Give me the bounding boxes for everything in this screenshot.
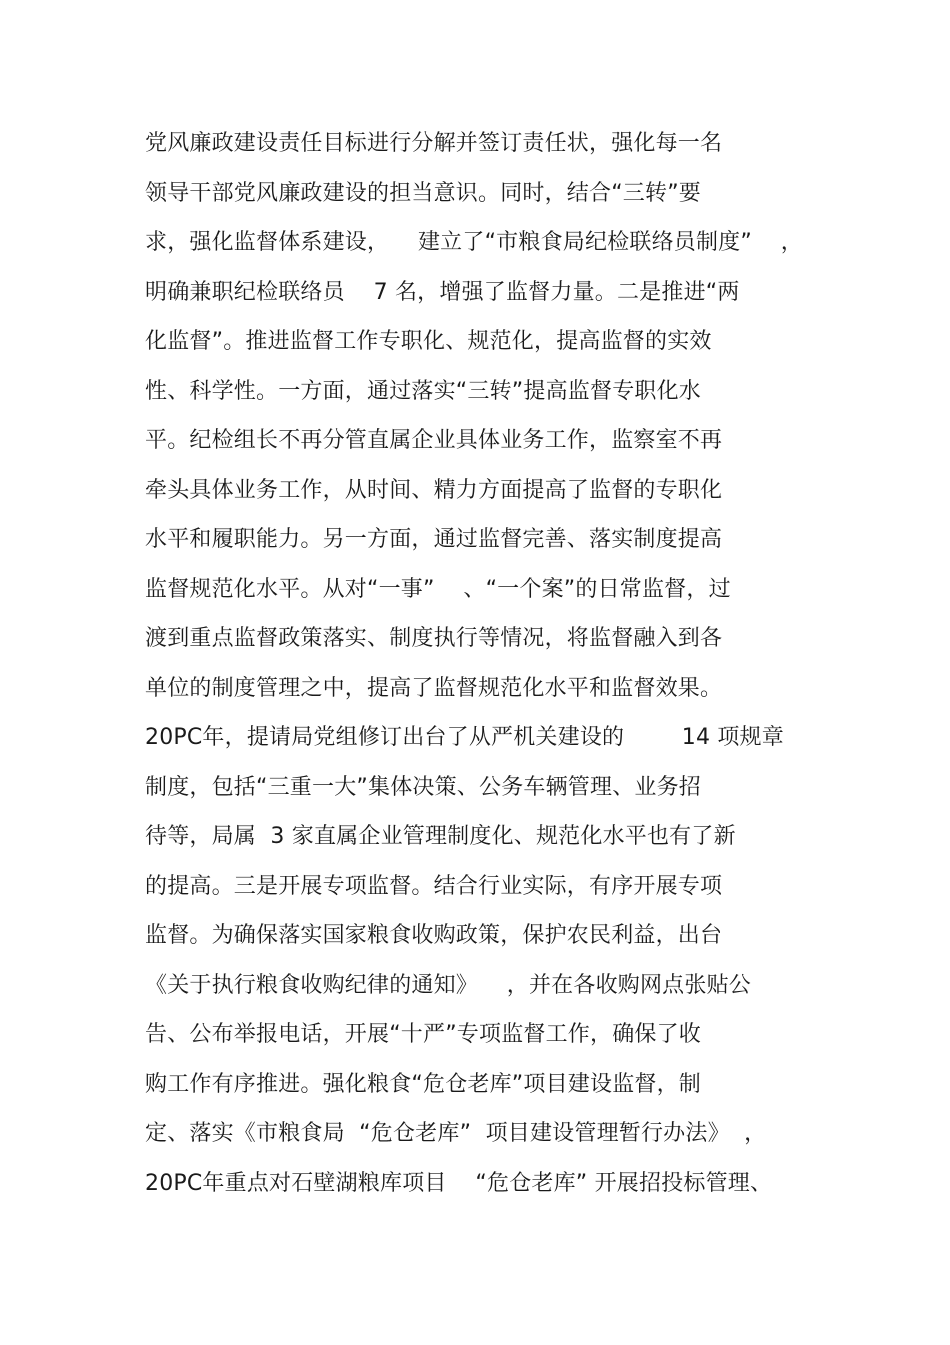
text-line: 的提高。三是开展专项监督。结合行业实际，有序开展专项: [145, 873, 723, 899]
text-line: 明确兼职纪检联络员 7 名，增强了监督力量。二是推进“两: [145, 279, 740, 305]
body-text: [145, 119, 845, 1208]
text-line: 《关于执行粮食收购纪律的通知》 ，并在各收购网点张贴公: [145, 972, 751, 998]
text-line: 制度，包括“三重一大”集体决策、公务车辆管理、业务招: [145, 774, 701, 800]
text-line: 待等，局属 3 家直属企业管理制度化、规范化水平也有了新: [145, 824, 736, 849]
text-line: 定、落实《市粮食局 “危仓老库” 项目建设管理暂行办法》 ，: [145, 1121, 767, 1146]
text-line: 化监督”。推进监督工作专职化、规范化，提高监督的实效: [145, 329, 712, 354]
text-line: 购工作有序推进。强化粮食“危仓老库”项目建设监督，制: [145, 1071, 701, 1097]
text-line: 监督。为确保落实国家粮食收购政策，保护农民利益，出台: [145, 923, 723, 948]
text-line: 20PC年，提请局党组修订出台了从严机关建设的 14 项规章: [145, 725, 784, 750]
text-line: 水平和履职能力。另一方面，通过监督完善、落实制度提高: [145, 527, 723, 552]
text-line: 平。纪检组长不再分管直属企业具体业务工作，监察室不再: [145, 428, 723, 453]
text-line: 求，强化监督体系建设， 建立了“市粮食局纪检联络员制度” ，: [145, 230, 803, 255]
text-line: 20PC年重点对石壁湖粮库项目 “危仓老库” 开展招投标管理、: [145, 1170, 773, 1196]
text-line: 单位的制度管理之中，提高了监督规范化水平和监督效果。: [145, 675, 723, 701]
text-line: 渡到重点监督政策落实、制度执行等情况，将监督融入到各: [145, 626, 723, 651]
text-line: 党风廉政建设责任目标进行分解并签订责任状，强化每一名: [145, 131, 723, 156]
text-line: 领导干部党风廉政建设的担当意识。同时，结合“三转”要: [145, 180, 701, 206]
text-line: 监督规范化水平。从对“一事” 、“一个案”的日常监督，过: [145, 576, 731, 602]
text-line: 告、公布举报电话，开展“十严”专项监督工作，确保了收: [145, 1022, 701, 1047]
text-line: 性、科学性。一方面，通过落实“三转”提高监督专职化水: [145, 378, 701, 404]
text-line: 牵头具体业务工作，从时间、精力方面提高了监督的专职化: [145, 477, 723, 503]
